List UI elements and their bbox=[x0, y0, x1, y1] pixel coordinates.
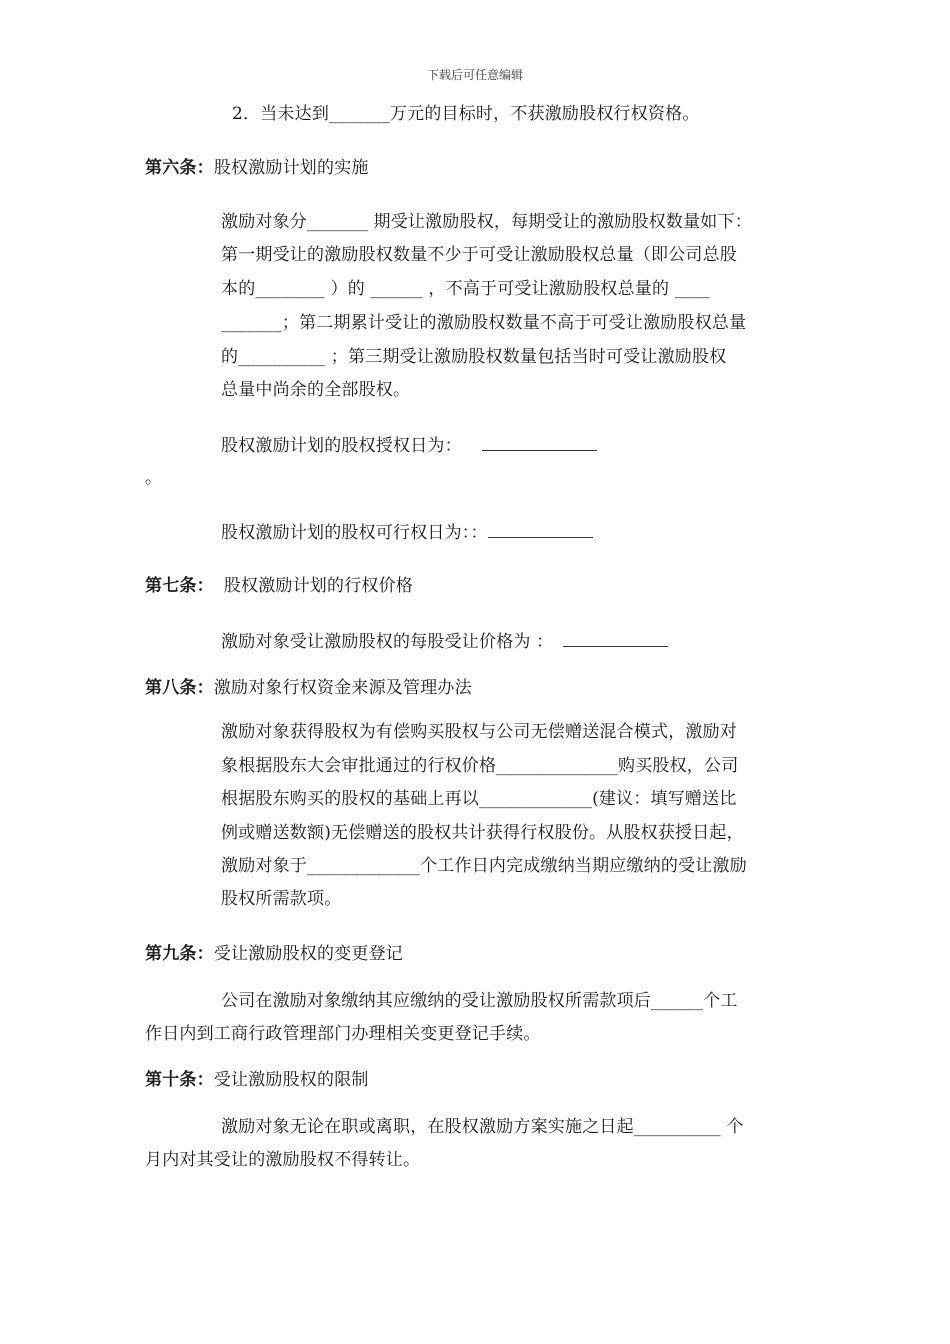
grant-date-label: 股权激励计划的股权授权日为： bbox=[221, 436, 462, 456]
exercise-date-line bbox=[221, 521, 593, 544]
article-9-label: 第九条： bbox=[145, 944, 214, 964]
article-8-line-2: 象根据股东大会审批通过的行权价格______________购买股权，公司 bbox=[221, 756, 739, 776]
item-2: 2．当未达到_______万元的目标时，不获激励股权行权资格。 bbox=[232, 104, 700, 124]
article-6-line-2: 第一期受让的激励股权数量不少于可受让激励股权总量（即公司总股 bbox=[221, 245, 737, 265]
article-10-heading bbox=[145, 1069, 369, 1091]
article-6-line-1: 激励对象分_______ 期受让激励股权，每期受让的激励股权数量如下： bbox=[221, 212, 752, 232]
article-8-heading bbox=[145, 677, 472, 699]
article-7-label: 第七条： bbox=[145, 576, 214, 596]
price-blank bbox=[563, 630, 668, 647]
article-6-title: 股权激励计划的实施 bbox=[213, 158, 369, 178]
article-8-title: 激励对象行权资金来源及管理办法 bbox=[213, 678, 472, 698]
article-9-line-1: 公司在激励对象缴纳其应缴纳的受让激励股权所需款项后______个工 bbox=[221, 991, 738, 1011]
article-10-line-1: 激励对象无论在职或离职，在股权激励方案实施之日起__________ 个 bbox=[221, 1117, 744, 1137]
price-line bbox=[221, 630, 668, 653]
article-7-heading bbox=[145, 575, 413, 597]
article-6-heading bbox=[145, 157, 369, 179]
article-8-line-1: 激励对象获得股权为有偿购买股权与公司无偿赠送混合模式，激励对 bbox=[221, 722, 737, 742]
grant-date-blank bbox=[482, 434, 597, 451]
exercise-date-blank bbox=[488, 521, 593, 538]
article-8-line-5: 激励对象于_____________个工作日内完成缴纳当期应缴纳的受让激励 bbox=[221, 856, 747, 876]
article-9-title: 受让激励股权的变更登记 bbox=[213, 944, 404, 964]
article-10-title: 受让激励股权的限制 bbox=[213, 1070, 369, 1090]
article-9-heading bbox=[145, 943, 403, 965]
article-10-line-2: 月内对其受让的激励股权不得转让。 bbox=[145, 1150, 421, 1170]
article-8-line-3: 根据股东购买的股权的基础上再以_____________(建议：填写赠送比 bbox=[221, 789, 737, 809]
exercise-date-label: 股权激励计划的股权可行权日为：： bbox=[221, 523, 488, 543]
article-10-label: 第十条： bbox=[145, 1070, 214, 1090]
article-8-line-6: 股权所需款项。 bbox=[221, 889, 342, 909]
price-label: 激励对象受让激励股权的每股受让价格为 ： bbox=[221, 632, 554, 652]
article-6-line-5: 的__________ ；第三期受让激励股权数量包括当时可受让激励股权 bbox=[221, 347, 727, 367]
article-9-line-2: 作日内到工商行政管理部门办理相关变更登记手续。 bbox=[145, 1024, 541, 1044]
article-6-line-3: 本的________ ）的 ______ ，不高于可受让激励股权总量的 ____ bbox=[221, 279, 710, 299]
article-8-line-4: 例或赠送数额)无偿赠送的股权共计获得行权股份。从股权获授日起， bbox=[221, 823, 744, 843]
article-6-label: 第六条： bbox=[145, 158, 214, 178]
article-6-line-4: _______；第二期累计受让的激励股权数量不高于可受让激励股权总量 bbox=[221, 313, 747, 333]
article-6-line-6: 总量中尚余的全部股权。 bbox=[221, 380, 411, 400]
article-7-title: 股权激励计划的行权价格 bbox=[223, 576, 414, 596]
grant-date-line bbox=[221, 434, 597, 457]
article-8-label: 第八条： bbox=[145, 678, 214, 698]
grant-date-tail: 。 bbox=[145, 468, 163, 488]
page-header: 下载后可任意编辑 bbox=[426, 68, 523, 82]
